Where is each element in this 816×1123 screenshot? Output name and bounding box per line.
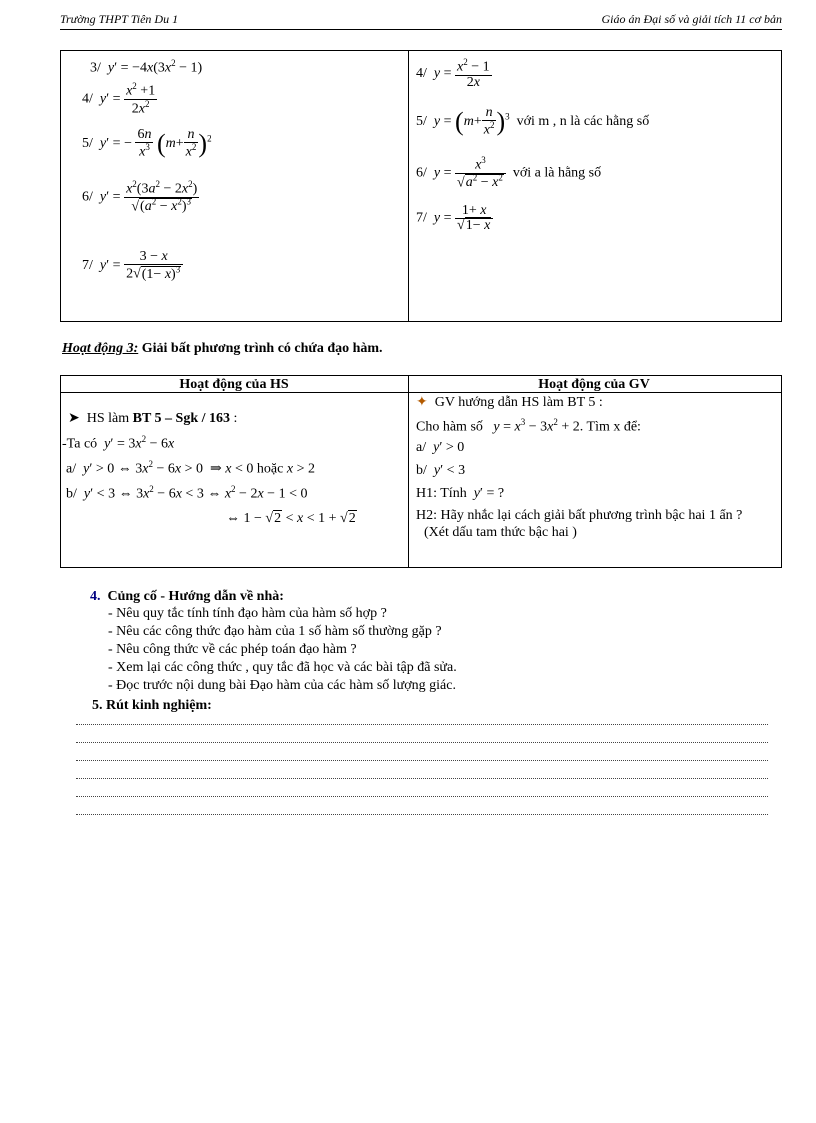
note-line (76, 742, 768, 743)
right-item-6: 6/ y = $\frac{x^3}{√a^2 - x^2}$ với a là hằng số (416, 155, 602, 191)
header-rule (60, 29, 782, 30)
hs-line-2: -Ta có $y' = 3x^2 - 6x$ (62, 434, 175, 452)
page-header (60, 12, 782, 30)
left-item-5: 5/ y′ = − $\frac{6n}{x^3}$ (m+ $\frac{n}{x^2}$ )$^2$ (82, 127, 212, 160)
section4-number: 4. (90, 589, 101, 604)
gv-line-1: ✦ GV hướng dẫn HS làm BT 5 : (416, 395, 603, 410)
note-line (76, 796, 768, 797)
gv-line-6: H2: Hãy nhắc lại cách giải bất phương trình bậc hai 1 ẩn ? (416, 508, 743, 523)
section4-item: - Nêu công thức về các phép toán đạo hàm ? (108, 642, 357, 657)
section4-item: - Nêu quy tắc tính tính đạo hàm của hàm số hợp ? (108, 606, 387, 621)
activity3-title: Giải bất phương trình có chứa đạo hàm. (138, 341, 383, 356)
gv-line-7: (Xét dấu tam thức bậc hai ) (424, 525, 577, 540)
gv-line-2: Cho hàm số $y = x^3 - 3x^2 + 2$. Tìm x để: (416, 417, 641, 435)
hs-line-4: b/ y′ < 3 ⇔ $3x^2 - 6x < 3$ ⇔ $x^2 - 2x - 1 < 0$ (66, 484, 308, 502)
activity-table-divider (408, 375, 409, 567)
section4-item: - Đọc trước nội dung bài Đạo hàm của các hàm số lượng giác. (108, 678, 456, 693)
section4-heading (90, 590, 284, 604)
gv-line-5: H1: Tính y′ = ? (416, 486, 505, 501)
note-line (76, 814, 768, 815)
gv-line-4: b/ y′ < 3 (416, 463, 466, 478)
section4-title: Củng cố - Hướng dẫn về nhà: (107, 589, 284, 604)
header-course: Giáo án Đại số và giải tích 11 cơ bản (601, 12, 782, 26)
section5-heading: 5. Rút kinh nghiệm: (92, 698, 212, 713)
section4-item: - Nêu các công thức đạo hàm của 1 số hàm số thường gặp ? (108, 624, 442, 639)
left-item-6: 6/ y′ = $\frac{x^2(3a^2 - 2x^2)}{√(a^2 - x^2)^3}$ (82, 179, 198, 215)
note-line (76, 724, 768, 725)
right-item-7: 7/ y = $\frac{1+ x}{√1- x}$ (416, 204, 493, 233)
right-item-4: 4/ y = $\frac{x^2 - 1}{2x}$ (416, 57, 490, 90)
arrow-bullet-icon: ➤ (68, 411, 80, 426)
left-item-4: 4/ y′ = $\frac{x^2 +1}{2x^2}$ (82, 81, 156, 117)
right-item-5: 5/ y = (m+ $\frac{n}{x^2}$ )$^3$ với m , n là các hằng số (416, 105, 650, 138)
header-school: Trường THPT Tiên Du 1 (60, 12, 179, 26)
section4-item: - Xem lại các công thức , quy tắc đã học và các bài tập đã sửa. (108, 660, 457, 675)
gv-line-3: a/ y′ > 0 (416, 440, 465, 455)
hs-line-1: ➤ HS làm BT 5 – Sgk / 163 : (68, 411, 238, 426)
left-item-3: 3/ $y' = -4x(3x^2 - 1)$ (90, 58, 203, 76)
table-divider (408, 50, 409, 321)
diamond-bullet-icon: ✦ (416, 395, 428, 410)
left-item-7: 7/ y′ = $\frac{3 - x}{2√(1- x)^3}$ (82, 250, 183, 282)
hs-line-5: ⇔ 1 − √2 < x < 1 + √2 (226, 511, 356, 526)
activity3-label: Hoạt động 3: (62, 341, 139, 356)
activity3-heading (62, 342, 383, 356)
col-hs-header: Hoạt động của HS (179, 377, 289, 392)
col-gv-header: Hoạt động của GV (538, 377, 650, 392)
note-line (76, 760, 768, 761)
note-line (76, 778, 768, 779)
hs-line-3: a/ y′ > 0 ⇔ $3x^2 - 6x > 0$ ⇒ x < 0 hoặc x > 2 (66, 459, 315, 477)
